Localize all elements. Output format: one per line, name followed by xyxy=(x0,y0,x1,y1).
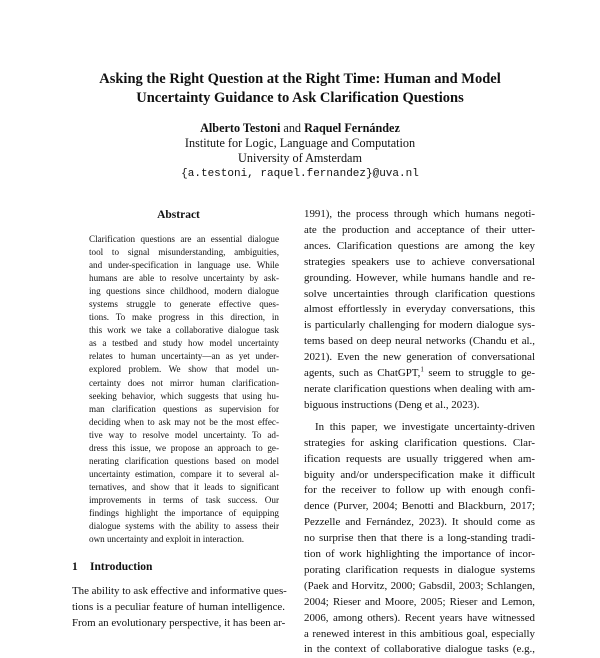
affiliation: University of Amsterdam xyxy=(238,151,362,166)
text-line: ternatives, and show that it leads to significant xyxy=(89,481,279,492)
author-block xyxy=(70,121,530,182)
left-column xyxy=(72,208,285,632)
section-heading xyxy=(72,560,285,574)
affiliation: Institute for Logic, Language and Computation xyxy=(184,136,416,151)
text-line: From an evolutionary perspective, it has been ar- xyxy=(72,616,286,629)
text-line: is particularly challenging for modern dialogue sys- xyxy=(304,319,535,332)
text-line: humans are able to resolve uncertainty by ask- xyxy=(89,273,279,284)
text-line: The ability to ask effective and informative ques- xyxy=(72,585,287,598)
text-line: tive way to resolve model uncertainty. To ad- xyxy=(89,429,279,440)
text-line: a renewed interest in this ambitious goal, especially xyxy=(304,627,535,640)
text-line: improvements in terms of task success. Our xyxy=(89,494,279,505)
text-line: nerate clarification questions when dealing with am- xyxy=(304,382,535,395)
right-column xyxy=(304,207,535,658)
text-line: dialogue systems with the ability to assess their xyxy=(89,521,279,532)
text-line: Clarification questions are an essential dialogue xyxy=(89,234,279,244)
text-line: tion of work highlighting the importance of incor- xyxy=(304,548,535,561)
text-line: almost effortlessly in everyday conversations, this xyxy=(304,303,535,316)
text-line: uncertainty estimation, compare it to several al- xyxy=(89,468,279,479)
text-line: this work we take a collaborative dialogue task xyxy=(89,325,279,336)
text-line: In this paper, we investigate uncertainty-driven xyxy=(315,420,535,433)
text-line: strategies speakers use to achieve conversational xyxy=(304,255,535,268)
author-email: {a.testoni, raquel.fernandez}@uva.nl xyxy=(181,167,419,180)
text-line: dress this issue, we propose an approach to ge- xyxy=(89,442,279,453)
paper-title xyxy=(70,70,530,108)
text-line: in the context of collaborative dialogue tasks (e.g., xyxy=(304,643,535,656)
text-line: systems struggle to generate effective ques- xyxy=(89,299,279,310)
footnote-marker: 1 xyxy=(420,365,424,374)
text-line: porating clarification requests in dialogue systems xyxy=(304,563,535,576)
text-line: ing questions since childhood, modern dialogue xyxy=(89,286,279,297)
text-line: tions. To make progress in this direction, in xyxy=(89,312,279,323)
text-line: findings highlight the importance of equipping xyxy=(89,507,279,518)
text-line: seeking behavior, which suggests that using hu- xyxy=(89,390,279,401)
section-number: 1 xyxy=(72,561,78,574)
text-line: 2021). Even the new generation of conversational xyxy=(304,351,535,364)
author-conjunction: and xyxy=(283,121,302,135)
text-line: dence (Purver, 2004; Benotti and Blackburn, 2017; xyxy=(304,500,535,513)
author-name: Alberto Testoni xyxy=(200,121,281,135)
section-title: Introduction xyxy=(90,561,153,574)
author-names xyxy=(70,121,530,136)
text-line: tions is a peculiar feature of human intelligence. xyxy=(72,601,285,614)
text-line: 2006, among others). Recent years have witnessed xyxy=(304,611,535,624)
text-line: as a testbed and study how model uncertainty xyxy=(89,338,279,349)
text-line: deciding when to ask may not be the most effec- xyxy=(89,416,279,427)
text-line: tool to signal misunderstanding, ambiguities, xyxy=(89,247,279,258)
text-line: and under-specification in language use. While xyxy=(89,260,279,271)
introduction-text xyxy=(72,584,285,632)
right-paragraph xyxy=(304,420,535,658)
text-line: ances. Clarification questions are among the key xyxy=(304,239,535,252)
text-line: ate the production and acceptance of their utter- xyxy=(304,223,535,236)
text-line: relates to human uncertainty—an as yet under- xyxy=(89,351,279,362)
title-line: Asking the Right Question at the Right Time: Human and Model xyxy=(99,71,501,87)
text-line: (Paek and Horvitz, 2000; Gabsdil, 2003; Schlangen, xyxy=(304,579,535,592)
text-line: own uncertainty and exploit in interaction. xyxy=(89,534,245,545)
right-paragraph xyxy=(304,207,535,414)
text-line: man clarification questions as supervision for xyxy=(89,403,279,414)
text-line: 2004; Rieser and Moore, 2005; Rieser and Lemon, xyxy=(304,595,535,608)
text-line: no surprise then that there is a long-standing tradi- xyxy=(304,532,535,545)
text-line: for the receiver to follow up with enough confi- xyxy=(304,484,535,497)
text-line: 1991), the process through which humans negoti- xyxy=(304,208,535,220)
text-line: strategies for asking clarification questions. Clar- xyxy=(304,436,535,449)
title-line: Uncertainty Guidance to Ask Clarification Questions xyxy=(136,90,464,106)
text-line: certainty does not mirror human clarification- xyxy=(89,377,279,388)
text-line: grounding. However, while humans handle and re- xyxy=(304,271,535,284)
text-line: nerating clarification questions based on model xyxy=(89,455,279,466)
text-line: ification requests are usually triggered when am- xyxy=(304,452,535,465)
abstract-text xyxy=(89,233,279,546)
text-line: explored problem. We show that model un- xyxy=(89,364,279,375)
author-name: Raquel Fernández xyxy=(304,121,400,135)
text-line: tems based on deep neural networks (Chandu et al., xyxy=(304,335,535,348)
text-line: Pezzelle and Fernández, 2023). It should come as xyxy=(304,516,535,529)
abstract-heading: Abstract xyxy=(157,209,200,221)
text-line: agents, such as ChatGPT,$^1$ seem to struggle to ge- xyxy=(304,365,535,380)
text-line: biguity and/or underspecification make it difficult xyxy=(304,468,535,481)
text-line: biguous instructions (Deng et al., 2023). xyxy=(304,398,480,411)
text-line: solve uncertainties through clarification questions xyxy=(304,287,535,300)
